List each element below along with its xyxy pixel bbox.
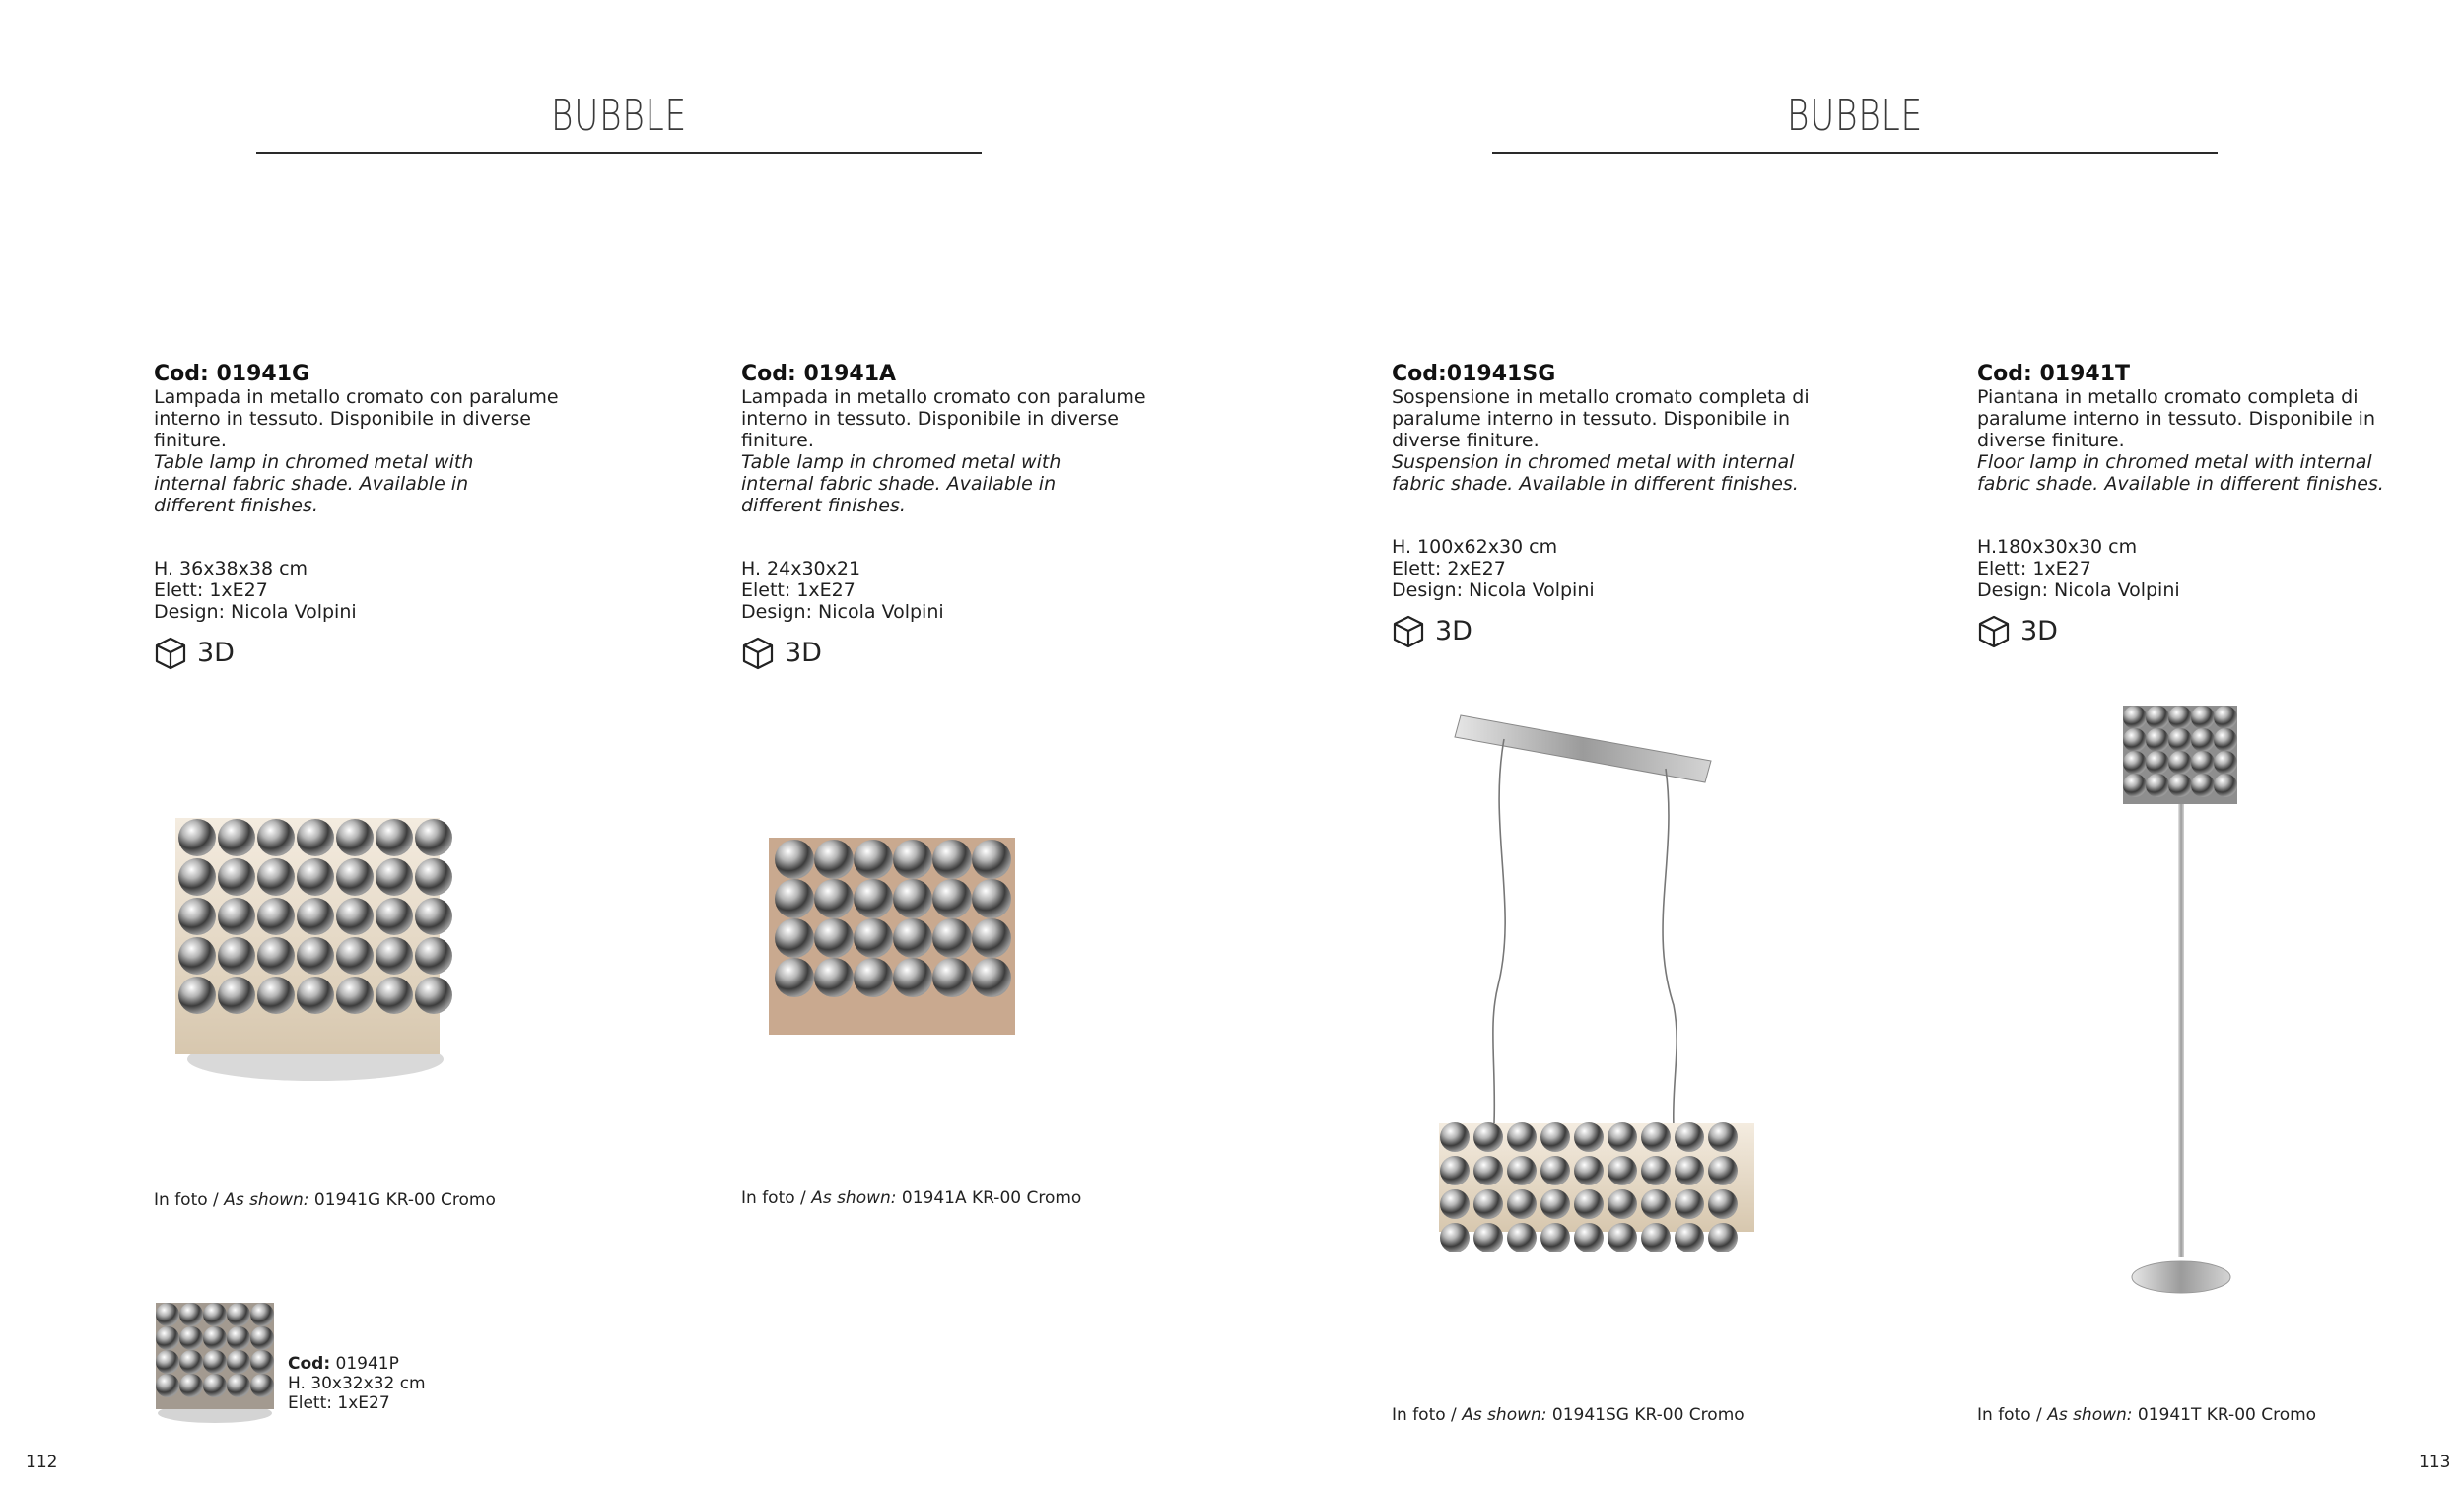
- chrome-bubble: [203, 1303, 227, 1326]
- chrome-bubble: [893, 958, 932, 997]
- chrome-bubble: [814, 840, 854, 879]
- caption-code: 01941T KR-00 Cromo: [2132, 1405, 2317, 1425]
- chrome-bubble: [932, 918, 972, 958]
- chrome-bubble: [376, 898, 413, 935]
- three-d-link[interactable]: [1977, 615, 2464, 648]
- chrome-bubble: [250, 1374, 274, 1397]
- caption-prefix: In foto /: [154, 1190, 225, 1210]
- chrome-bubble: [1507, 1122, 1537, 1152]
- chrome-bubble: [1608, 1122, 1637, 1152]
- chrome-bubble: [1708, 1156, 1738, 1185]
- chrome-bubble: [1641, 1156, 1671, 1185]
- caption-prefix: In foto /: [1392, 1405, 1463, 1425]
- chrome-bubble: [415, 898, 452, 935]
- chrome-bubble: [203, 1350, 227, 1374]
- product-size: H.180x30x30 cm: [1977, 536, 2138, 558]
- chrome-bubble: [336, 858, 374, 896]
- chrome-bubble: [854, 879, 893, 918]
- description-it: Lampada in metallo cromato con paralume interno in tessuto. Disponibile in diverse finiture.: [154, 386, 559, 451]
- description-en: Table lamp in chromed metal with internal fabric shade. Available in different finishes.: [154, 451, 474, 516]
- chrome-bubble: [297, 858, 334, 896]
- caption-code: 01941G KR-00 Cromo: [308, 1190, 496, 1210]
- cube-3d-icon: [741, 637, 775, 670]
- chrome-bubble: [1641, 1223, 1671, 1252]
- product-elett: Elett: 1xE27: [154, 579, 268, 601]
- description-en: Suspension in chromed metal with internal fabric shade. Available in different finishes.: [1392, 451, 1799, 495]
- lamp-01941P-thumbnail: [146, 1291, 284, 1429]
- chrome-bubble: [179, 1303, 203, 1326]
- three-d-link[interactable]: [154, 637, 706, 670]
- chrome-bubble: [1473, 1156, 1503, 1185]
- chrome-bubble: [2191, 728, 2215, 752]
- three-d-label: 3D: [1435, 616, 1472, 646]
- caption-01941T: [1977, 1405, 2316, 1425]
- chrome-bubble: [1540, 1223, 1570, 1252]
- chrome-bubble: [227, 1350, 250, 1374]
- chrome-bubble: [250, 1326, 274, 1350]
- page-number-right: 113: [2419, 1453, 2451, 1472]
- chrome-bubble: [1574, 1156, 1604, 1185]
- chrome-bubble: [218, 819, 255, 856]
- product-size: H. 100x62x30 cm: [1392, 536, 1558, 558]
- lamp-01941SG-image: [1419, 710, 1774, 1261]
- chrome-bubble: [932, 958, 972, 997]
- chrome-bubble: [1507, 1156, 1537, 1185]
- chrome-bubble: [415, 937, 452, 975]
- product-design: Design: Nicola Volpini: [1977, 579, 2180, 601]
- chrome-bubble: [1540, 1122, 1570, 1152]
- chrome-bubble: [1473, 1122, 1503, 1152]
- chrome-bubble: [1574, 1223, 1604, 1252]
- chrome-bubble: [257, 858, 295, 896]
- small-code-value: 01941P: [330, 1354, 399, 1374]
- chrome-bubble: [814, 879, 854, 918]
- chrome-bubble: [336, 819, 374, 856]
- caption-code: 01941A KR-00 Cromo: [896, 1188, 1082, 1208]
- chrome-bubble: [1440, 1189, 1470, 1219]
- chrome-bubble: [156, 1374, 179, 1397]
- cube-3d-icon: [1392, 615, 1425, 648]
- chrome-bubble: [2191, 774, 2215, 797]
- chrome-bubble: [854, 958, 893, 997]
- chrome-bubble: [1473, 1189, 1503, 1219]
- caption-code: 01941SG KR-00 Cromo: [1546, 1405, 1745, 1425]
- chrome-bubble: [2146, 774, 2169, 797]
- chrome-bubble: [1675, 1122, 1704, 1152]
- chrome-bubble: [972, 918, 1011, 958]
- caption-prefix: In foto /: [1977, 1405, 2048, 1425]
- chrome-bubble: [415, 819, 452, 856]
- product-code: Cod: 01941A: [741, 362, 897, 386]
- chrome-bubble: [1440, 1156, 1470, 1185]
- product-code: Cod: 01941G: [154, 362, 310, 386]
- chrome-bubble: [2146, 706, 2169, 729]
- chrome-bubble: [178, 819, 216, 856]
- product-design: Design: Nicola Volpini: [1392, 579, 1595, 601]
- description-en: Floor lamp in chromed metal with internal fabric shade. Available in different finishes.: [1977, 451, 2384, 495]
- chrome-bubble: [218, 977, 255, 1014]
- chrome-bubble: [1507, 1223, 1537, 1252]
- left-page-title: BUBBLE: [550, 91, 688, 141]
- three-d-link[interactable]: [741, 637, 1293, 670]
- chrome-bubble: [932, 840, 972, 879]
- product-card-01941A: [741, 363, 1293, 670]
- cube-3d-icon: [154, 637, 187, 670]
- right-title-rule: [1492, 152, 2218, 154]
- chrome-bubble: [1608, 1156, 1637, 1185]
- chrome-bubble: [376, 819, 413, 856]
- description-it: Piantana in metallo cromato completa di paralume interno in tessuto. Disponibile in diverse finiture.: [1977, 386, 2376, 451]
- chrome-bubble: [156, 1303, 179, 1326]
- chrome-bubble: [1473, 1223, 1503, 1252]
- page-number-left: 112: [26, 1453, 58, 1472]
- chrome-bubble: [1675, 1189, 1704, 1219]
- chrome-bubble: [2168, 751, 2192, 775]
- product-code: Cod:01941SG: [1392, 362, 1556, 386]
- product-card-01941SG: [1392, 363, 1944, 648]
- chrome-bubble: [1608, 1189, 1637, 1219]
- chrome-bubble: [775, 958, 814, 997]
- chrome-bubble: [178, 937, 216, 975]
- cube-3d-icon: [1977, 615, 2011, 648]
- small-size: H. 30x32x32 cm: [288, 1374, 426, 1393]
- chrome-bubble: [2123, 728, 2147, 752]
- chrome-bubble: [156, 1350, 179, 1374]
- chrome-bubble: [257, 937, 295, 975]
- chrome-bubble: [775, 840, 814, 879]
- chrome-bubble: [257, 977, 295, 1014]
- chrome-bubble: [932, 879, 972, 918]
- chrome-bubble: [1507, 1189, 1537, 1219]
- chrome-bubble: [227, 1326, 250, 1350]
- chrome-bubble: [2214, 774, 2237, 797]
- chrome-bubble: [178, 977, 216, 1014]
- chrome-bubble: [2168, 706, 2192, 729]
- chrome-bubble: [336, 898, 374, 935]
- chrome-bubble: [972, 840, 1011, 879]
- chrome-bubble: [336, 977, 374, 1014]
- chrome-bubble: [1574, 1122, 1604, 1152]
- chrome-bubble: [2214, 706, 2237, 729]
- chrome-bubble: [376, 977, 413, 1014]
- chrome-bubble: [179, 1374, 203, 1397]
- chrome-bubble: [376, 858, 413, 896]
- small-elett: Elett: 1xE27: [288, 1393, 390, 1413]
- chrome-bubble: [1675, 1156, 1704, 1185]
- product-design: Design: Nicola Volpini: [741, 601, 944, 623]
- chrome-bubble: [2214, 751, 2237, 775]
- chrome-bubble: [227, 1303, 250, 1326]
- chrome-bubble: [2146, 751, 2169, 775]
- chrome-bubble: [814, 918, 854, 958]
- lamp-01941A-image: [759, 808, 1025, 1054]
- chrome-bubble: [218, 937, 255, 975]
- chrome-bubble: [297, 937, 334, 975]
- chrome-bubble: [227, 1374, 250, 1397]
- caption-as-shown: As shown:: [811, 1188, 897, 1208]
- chrome-bubble: [297, 819, 334, 856]
- description-it: Sospensione in metallo cromato completa di paralume interno in tessuto. Disponibile in diverse finiture.: [1392, 386, 1810, 451]
- chrome-bubble: [179, 1326, 203, 1350]
- chrome-bubble: [854, 918, 893, 958]
- product-code: Cod: 01941T: [1977, 362, 2131, 386]
- small-product-01941P: [288, 1354, 426, 1413]
- caption-as-shown: As shown:: [224, 1190, 309, 1210]
- chrome-bubble: [814, 958, 854, 997]
- chrome-bubble: [178, 898, 216, 935]
- chrome-bubble: [257, 898, 295, 935]
- chrome-bubble: [297, 977, 334, 1014]
- chrome-bubble: [1540, 1189, 1570, 1219]
- chrome-bubble: [415, 858, 452, 896]
- chrome-bubble: [2191, 706, 2215, 729]
- caption-prefix: In foto /: [741, 1188, 812, 1208]
- chrome-bubble: [2123, 751, 2147, 775]
- chrome-bubble: [179, 1350, 203, 1374]
- chrome-bubble: [1708, 1223, 1738, 1252]
- chrome-bubble: [2168, 774, 2192, 797]
- product-elett: Elett: 1xE27: [741, 579, 856, 601]
- chrome-bubble: [250, 1350, 274, 1374]
- chrome-bubble: [257, 819, 295, 856]
- chrome-bubble: [203, 1374, 227, 1397]
- left-title-rule: [256, 152, 982, 154]
- chrome-bubble: [1708, 1122, 1738, 1152]
- chrome-bubble: [775, 918, 814, 958]
- chrome-bubble: [376, 937, 413, 975]
- product-size: H. 24x30x21: [741, 558, 861, 579]
- product-elett: Elett: 2xE27: [1392, 558, 1506, 579]
- chrome-bubble: [775, 879, 814, 918]
- chrome-bubble: [2146, 728, 2169, 752]
- chrome-bubble: [218, 898, 255, 935]
- chrome-bubble: [893, 840, 932, 879]
- chrome-bubble: [203, 1326, 227, 1350]
- chrome-bubble: [1440, 1223, 1470, 1252]
- chrome-bubble: [893, 918, 932, 958]
- chrome-bubble: [2123, 706, 2147, 729]
- chrome-bubble: [854, 840, 893, 879]
- chrome-bubble: [2168, 728, 2192, 752]
- caption-01941G: [154, 1190, 496, 1210]
- three-d-label: 3D: [2020, 616, 2058, 646]
- chrome-bubble: [297, 898, 334, 935]
- chrome-bubble: [1608, 1223, 1637, 1252]
- caption-as-shown: As shown:: [2047, 1405, 2133, 1425]
- description-it: Lampada in metallo cromato con paralume interno in tessuto. Disponibile in diverse finiture.: [741, 386, 1146, 451]
- chrome-bubble: [156, 1326, 179, 1350]
- caption-01941SG: [1392, 1405, 1745, 1425]
- three-d-link[interactable]: [1392, 615, 1944, 648]
- right-page-title: BUBBLE: [1786, 91, 1924, 141]
- chrome-bubble: [250, 1303, 274, 1326]
- chrome-bubble: [2123, 774, 2147, 797]
- product-card-01941G: [154, 363, 706, 670]
- small-code-label: Cod:: [288, 1354, 331, 1374]
- three-d-label: 3D: [785, 638, 822, 668]
- chrome-bubble: [1675, 1223, 1704, 1252]
- caption-01941A: [741, 1188, 1081, 1208]
- lamp-01941G-image: [158, 788, 473, 1104]
- lamp-01941T-image: [2109, 700, 2267, 1311]
- product-size: H. 36x38x38 cm: [154, 558, 308, 579]
- chrome-bubble: [2191, 751, 2215, 775]
- chrome-bubble: [1440, 1122, 1470, 1152]
- chrome-bubble: [415, 977, 452, 1014]
- chrome-bubble: [2214, 728, 2237, 752]
- three-d-label: 3D: [197, 638, 235, 668]
- chrome-bubble: [972, 958, 1011, 997]
- chrome-bubble: [1641, 1189, 1671, 1219]
- chrome-bubble: [1540, 1156, 1570, 1185]
- description-en: Table lamp in chromed metal with internal fabric shade. Available in different finishes.: [741, 451, 1061, 516]
- chrome-bubble: [336, 937, 374, 975]
- caption-as-shown: As shown:: [1462, 1405, 1547, 1425]
- product-elett: Elett: 1xE27: [1977, 558, 2091, 579]
- chrome-bubble: [893, 879, 932, 918]
- product-card-01941T: [1977, 363, 2464, 648]
- product-design: Design: Nicola Volpini: [154, 601, 357, 623]
- chrome-bubble: [1574, 1189, 1604, 1219]
- chrome-bubble: [178, 858, 216, 896]
- chrome-bubble: [972, 879, 1011, 918]
- chrome-bubble: [218, 858, 255, 896]
- chrome-bubble: [1708, 1189, 1738, 1219]
- chrome-bubble: [1641, 1122, 1671, 1152]
